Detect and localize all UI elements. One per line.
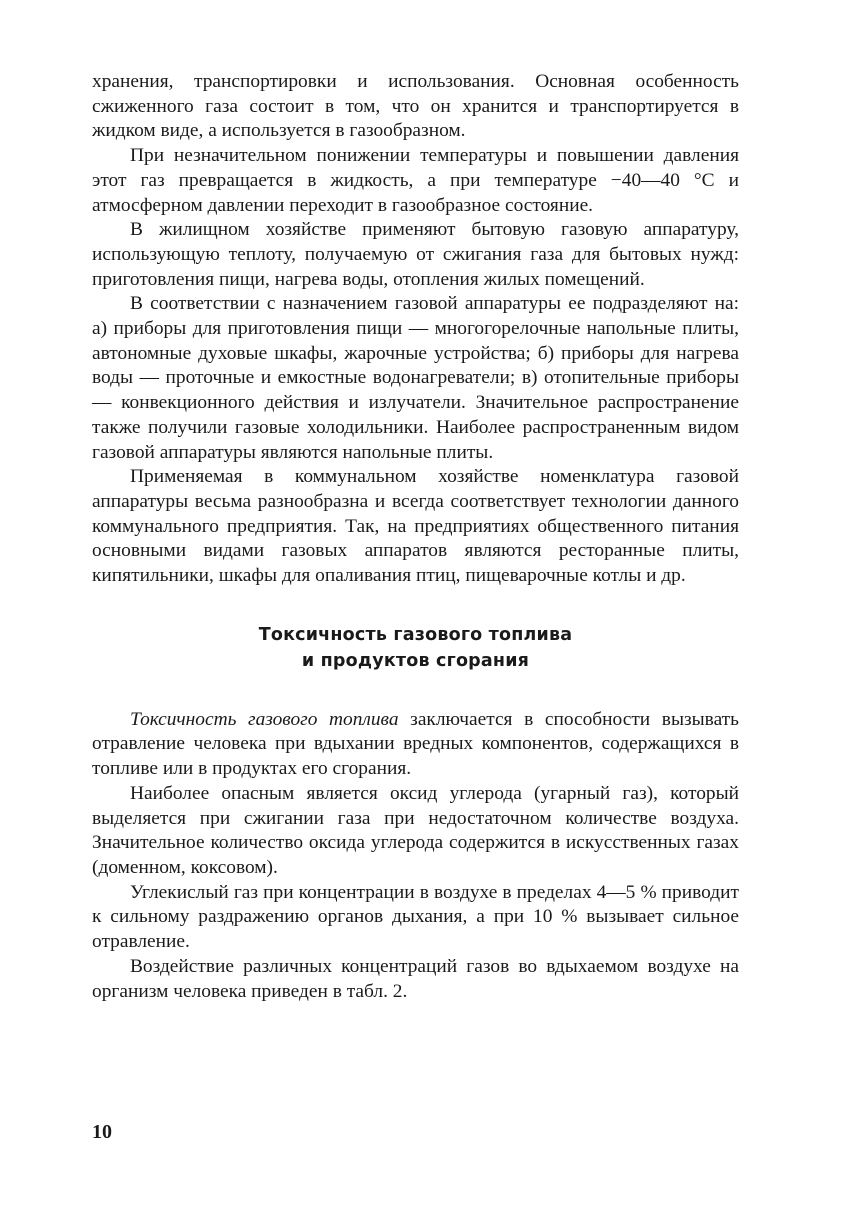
paragraph-communal-equipment: Применяемая в коммунальном хозяйстве номенклатура газовой аппаратуры весьма разнообразна и всегда соответствует технологии данного коммунального предприятия. Так, на предприятиях общественного питания основными видами газовых аппаратов являются ресторанные плиты, кипятильники, шкафы для опаливания птиц, пищеварочные котлы и др. <box>92 466 739 587</box>
paragraph-liquefaction: При незначительном понижении температуры и повышении давления этот газ превращается в жидкость, а при температуре −40—40 °С и атмосферном давлении переходит в газообразное состояние. <box>92 145 739 216</box>
page-body <box>92 70 739 1004</box>
toxicity-term: Токсичность газового топлива <box>130 708 399 730</box>
paragraph-toxicity-definition <box>92 708 739 782</box>
paragraph-continuation: хранения, транспортировки и использования. Основная особенность сжиженного газа состоит в том, что он хранится и транспортируется в жидком виде, а используется в газообразном. <box>92 71 739 142</box>
section-heading-line-2: и продуктов сгорания <box>301 650 530 671</box>
toxicity-definition-text: заключается в способности вызывать отравление человека при вдыхании вредных компонентов, содержащихся в топливе или в продуктах его сгорания. <box>92 708 739 780</box>
paragraph-carbon-dioxide: Углекислый газ при концентрации в воздухе в пределах 4—5 % приводит к сильному раздражению органов дыхания, а при 10 % вызывает сильное отравление. <box>92 881 739 953</box>
page-number: 10 <box>92 1121 112 1143</box>
paragraph-appliance-classification: В соответствии с назначением газовой аппаратуры ее подразделяют на: а) приборы для приготовления пищи — многогорелочные напольные плиты, автономные духовые шкафы, жарочные устройства; б) приборы для нагрева воды — проточные и емкостные водонагреватели; в) отопительные приборы — конвекционного действия и излучатели. Значительное распространение также получили газовые холодильники. Наиболее распространенным видом газовой аппаратуры являются напольные плиты. <box>92 293 739 463</box>
paragraph-carbon-monoxide: Наиболее опасным является оксид углерода (угарный газ), который выделяется при сжигании газа при недостаточном количестве воздуха. Значительное количество оксида углерода содержится в искусственных газах (доменном, коксовом). <box>92 782 739 878</box>
paragraph-household-appliances: В жилищном хозяйстве применяют бытовую газовую аппаратуру, использующую теплоту, получаемую от сжигания газа для бытовых нужд: приготовления пищи, нагрева воды, отопления жилых помещений. <box>92 219 739 290</box>
section-heading <box>92 622 739 674</box>
paragraph-table-reference: Воздействие различных концентраций газов во вдыхаемом воздухе на организм человека приведен в табл. 2. <box>92 955 739 1002</box>
section-heading-line-1: Токсичность газового топлива <box>258 624 573 645</box>
